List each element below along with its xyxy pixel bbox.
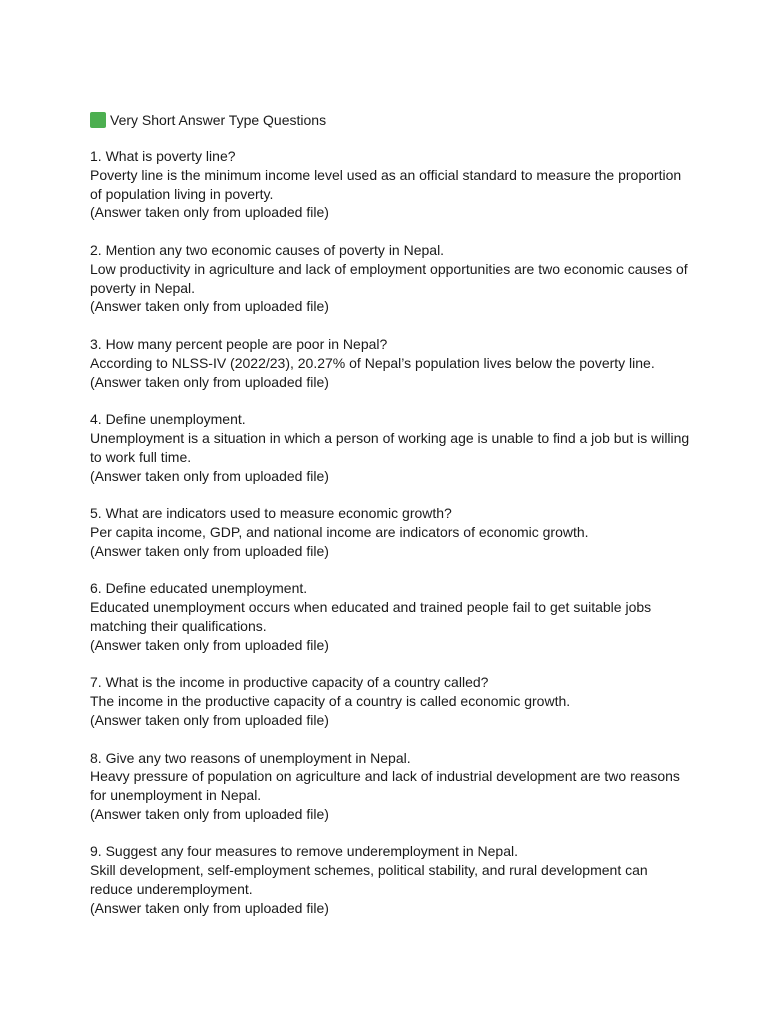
qa-item-8 [90, 749, 690, 824]
qa-item-4 [90, 410, 690, 485]
question: 8. Give any two reasons of unemployment in Nepal. [90, 749, 411, 766]
answer: Unemployment is a situation in which a person of working age is unable to find a job but is willing to work full time. [90, 429, 690, 465]
question: 6. Define educated unemployment. [90, 580, 308, 597]
qa-item-2 [90, 241, 690, 316]
source-note: (Answer taken only from uploaded file) [90, 373, 329, 390]
qa-item-3 [90, 335, 690, 391]
green-square-icon [90, 112, 106, 128]
document-page [90, 110, 690, 936]
section-heading [90, 110, 690, 130]
qa-item-9 [90, 842, 690, 917]
question: 1. What is poverty line? [90, 148, 236, 164]
source-note: (Answer taken only from uploaded file) [90, 467, 329, 484]
answer: The income in the productive capacity of a country is called economic growth. [90, 693, 571, 710]
source-note: (Answer taken only from uploaded file) [90, 542, 329, 559]
question: 4. Define unemployment. [90, 411, 246, 428]
source-note: (Answer taken only from uploaded file) [90, 805, 329, 822]
answer: Skill development, self-employment schemes, political stability, and rural development can reduce underemployment. [90, 862, 648, 898]
source-note: (Answer taken only from uploaded file) [90, 298, 329, 315]
section-heading-text: Very Short Answer Type Questions [110, 111, 327, 128]
qa-item-6 [90, 579, 690, 654]
source-note: (Answer taken only from uploaded file) [90, 899, 329, 916]
answer: Heavy pressure of population on agriculture and lack of industrial development are two reasons for unemployment in Nepal. [90, 768, 680, 804]
question: 7. What is the income in productive capacity of a country called? [90, 674, 489, 691]
answer: Educated unemployment occurs when educated and trained people fail to get suitable jobs matching their qualifications. [90, 599, 652, 634]
qa-item-7 [90, 673, 690, 729]
source-note: (Answer taken only from uploaded file) [90, 636, 329, 653]
question: 9. Suggest any four measures to remove underemployment in Nepal. [90, 843, 519, 860]
answer: Poverty line is the minimum income level used as an official standard to measure the proportion of population living in poverty. [90, 166, 682, 202]
qa-item-1 [90, 147, 690, 222]
source-note: (Answer taken only from uploaded file) [90, 204, 329, 221]
source-note: (Answer taken only from uploaded file) [90, 711, 329, 728]
question: 2. Mention any two economic causes of poverty in Nepal. [90, 241, 445, 258]
answer: Low productivity in agriculture and lack of employment opportunities are two economic causes of poverty in Nepal. [90, 260, 688, 296]
qa-item-5 [90, 504, 690, 560]
answer: According to NLSS-IV (2022/23), 20.27% of Nepal’s population lives below the poverty line. [90, 354, 655, 371]
question: 5. What are indicators used to measure economic growth? [90, 505, 452, 522]
question: 3. How many percent people are poor in Nepal? [90, 335, 388, 352]
answer: Per capita income, GDP, and national income are indicators of economic growth. [90, 523, 589, 540]
